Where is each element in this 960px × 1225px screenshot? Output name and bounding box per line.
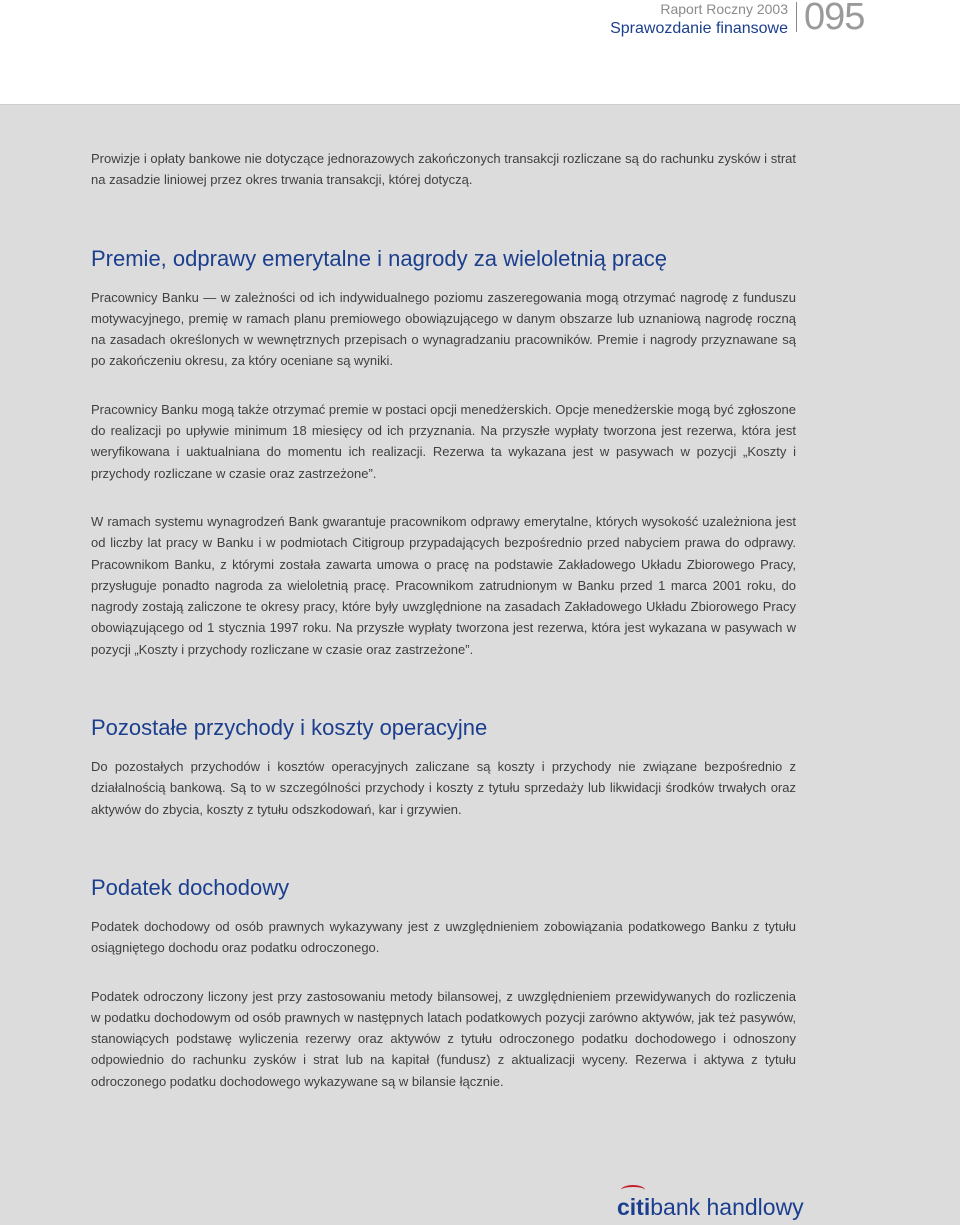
page-header [0,0,960,105]
header-titles [610,0,788,38]
header-divider [796,2,797,32]
logo-citi-text: citi [617,1194,651,1220]
intro-paragraph: Prowizje i opłaty bankowe nie dotyczące jednorazowych zakończonych transakcji rozliczane są do rachunku zysków i strat na zasadzie liniowej przez okres trwania transakcji, której dotyczą. [91,151,796,188]
section-title: Sprawozdanie finansowe [610,20,788,37]
logo-bank-handlowy: bank handlowy [650,1194,804,1220]
report-title: Raport Roczny 2003 [660,1,788,17]
logo-citi [617,1191,650,1223]
page-number: 095 [804,0,865,38]
paragraph: Podatek dochodowy od osób prawnych wykazywany jest z uwzględnieniem zobowiązania podatkowego Banku z tytułu osiągniętego dochodu oraz podatku odroczonego. [91,918,796,956]
page-content [91,148,796,1092]
citibank-handlowy-logo [617,1191,804,1223]
paragraph: Do pozostałych przychodów i kosztów operacyjnych zaliczane są koszty i przychody nie związane bezpośrednio z działalnością bankową. Są to w szczególności przychody i koszty z tytułu sprzedaży lub likwidacji środków trwałych oraz aktywów do zbycia, koszty z tytułu odszkodowań, kar i grzywien. [91,759,796,817]
logo-arc-icon [621,1185,645,1195]
paragraph: Podatek odroczony liczony jest przy zastosowaniu metody bilansowej, z uwzględnieniem przewidywanych do rozliczenia w podatku dochodowym od osób prawnych w następnych latach podatkowych pozycji zarówno aktywów, jak też pasywów, stanowiących podstawę wyliczenia rezerwy oraz aktywów z tytułu odroczonego podatku dochodowego i odnoszony odpowiednio do rachunku zysków i strat lub na kapitał (fundusz) z aktualizacji wyceny. Rezerwa i aktywa z tytułu odroczonego podatku dochodowego wykazywane są w bilansie łącznie. [91,988,796,1089]
section-heading-pozostale: Pozostałe przychody i koszty operacyjne [91,715,488,741]
paragraph: W ramach systemu wynagrodzeń Bank gwarantuje pracownikom odprawy emerytalne, których wysokość uzależniona jest od liczby lat pracy w Banku i w podmiotach Citigroup przypadających bezpośrednio przed nabyciem prawa do odprawy. Pracownikom Banku, z którymi została zawarta umowa o pracę na podstawie Zakładowego Układu Zbiorowego Pracy, przysługuje ponadto nagroda za wieloletnią pracę. Pracownikom zatrudnionym w Banku przed 1 marca 2001 roku, do nagrody zostają zaliczone te okresy pracy, które były uwzględnione na zasadach Zakładowego Układu Zbiorowego Pracy obowiązującego od 1 stycznia 1997 roku. Na przyszłe wypłaty tworzona jest rezerwa, która jest wykazana w pasywach w pozycji „Koszty i przychody rozliczane w czasie oraz zastrzeżone”. [91,513,796,657]
section-heading-premie: Premie, odprawy emerytalne i nagrody za wieloletnią pracę [91,245,667,271]
section-heading-podatek: Podatek dochodowy [91,874,290,900]
paragraph: Pracownicy Banku — w zależności od ich indywidualnego poziomu zaszeregowania mogą otrzymać nagrodę z funduszu motywacyjnego, premię w ramach planu premiowego obowiązującego w danym obszarze lub uznaniową nagrodę roczną na zasadach określonych w wewnętrznych przepisach o wynagradzaniu pracowników. Premie i nagrody przyznawane są po zakończeniu okresu, za który oceniane są wyniki. [91,289,796,369]
paragraph: Pracownicy Banku mogą także otrzymać premie w postaci opcji menedżerskich. Opcje menedżerskie mogą być zgłoszone do realizacji po upływie minimum 18 miesięcy od ich przyznania. Na przyszłe wypłaty tworzona jest rezerwa, która jest weryfikowana i uaktualniana do momentu ich realizacji. Rezerwa ta wykazana jest w pasywach w pozycji „Koszty i przychody rozliczane w czasie oraz zastrzeżone”. [91,401,796,481]
